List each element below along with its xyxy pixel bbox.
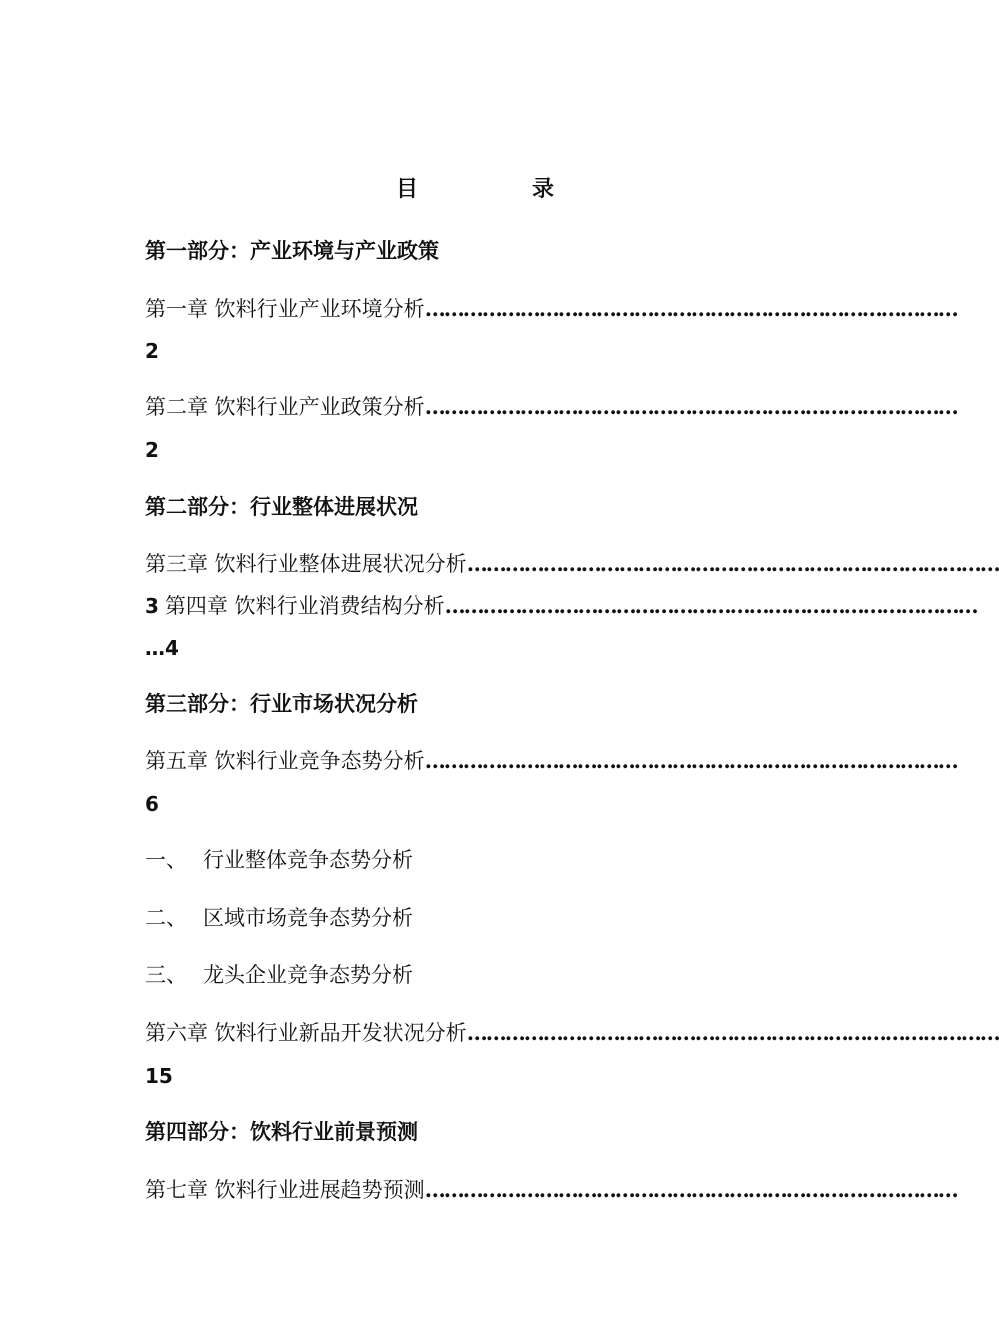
part-1-heading: 第一部分：产业环境与产业政策 bbox=[145, 238, 439, 263]
dot-leader: ………………………………………………………………………… bbox=[444, 593, 977, 618]
dot-leader: ………………………………………………………………………… bbox=[466, 1020, 999, 1045]
toc-entry-chapter-1[interactable] bbox=[145, 294, 957, 324]
chapter-3-page-number: 3 bbox=[145, 594, 159, 618]
chapter-5-page-number: 6 bbox=[145, 792, 159, 816]
toc-entry-chapter-4[interactable] bbox=[145, 591, 977, 621]
chapter-6-label: 第六章 饮料行业新品开发状况分析 bbox=[145, 1021, 467, 1045]
chapter-7-label: 第七章 饮料行业进展趋势预测 bbox=[145, 1178, 425, 1202]
subentry-1-marker: 一、 bbox=[145, 848, 187, 872]
subentry-1-text: 行业整体竞争态势分析 bbox=[203, 848, 413, 872]
chapter-2-label: 第二章 饮料行业产业政策分析 bbox=[145, 395, 425, 419]
chapter-5-label: 第五章 饮料行业竞争态势分析 bbox=[145, 749, 425, 773]
dot-leader: ………………………………………………………………………… bbox=[424, 296, 957, 321]
toc-entry-chapter-7[interactable] bbox=[145, 1175, 957, 1205]
dot-leader: ………………………………………………………………………… bbox=[466, 551, 999, 576]
chapter-2-page-number: 2 bbox=[145, 438, 159, 462]
toc-entry-chapter-5[interactable] bbox=[145, 746, 957, 776]
toc-subentry-2[interactable] bbox=[145, 903, 807, 933]
dot-leader: ………………………………………………………………………… bbox=[424, 1177, 957, 1202]
toc-entry-chapter-6[interactable] bbox=[145, 1018, 999, 1048]
toc-subentry-3[interactable] bbox=[145, 960, 807, 990]
subentry-3-marker: 三、 bbox=[145, 963, 187, 987]
chapter-1-label: 第一章 饮料行业产业环境分析 bbox=[145, 297, 425, 321]
part-3-heading: 第三部分：行业市场状况分析 bbox=[145, 691, 418, 716]
chapter-4-page-number: …4 bbox=[145, 636, 179, 660]
subentry-3-text: 龙头企业竞争态势分析 bbox=[203, 963, 413, 987]
toc-entry-chapter-2[interactable] bbox=[145, 392, 957, 422]
dot-leader: ………………………………………………………………………… bbox=[424, 748, 957, 773]
toc-title: 目 录 bbox=[395, 176, 600, 202]
dot-leader: ………………………………………………………………………… bbox=[424, 394, 957, 419]
chapter-6-page-number: 15 bbox=[145, 1064, 173, 1088]
toc-subentry-1[interactable] bbox=[145, 845, 807, 875]
part-2-heading: 第二部分：行业整体进展状况 bbox=[145, 494, 418, 519]
chapter-1-page-number: 2 bbox=[145, 339, 159, 363]
toc-entry-chapter-3[interactable] bbox=[145, 549, 999, 579]
chapter-4-label: 第四章 饮料行业消费结构分析 bbox=[164, 594, 445, 618]
part-4-heading: 第四部分：饮料行业前景预测 bbox=[145, 1119, 418, 1144]
subentry-2-marker: 二、 bbox=[145, 906, 187, 930]
chapter-3-label: 第三章 饮料行业整体进展状况分析 bbox=[145, 552, 467, 576]
subentry-2-text: 区域市场竞争态势分析 bbox=[203, 906, 413, 930]
